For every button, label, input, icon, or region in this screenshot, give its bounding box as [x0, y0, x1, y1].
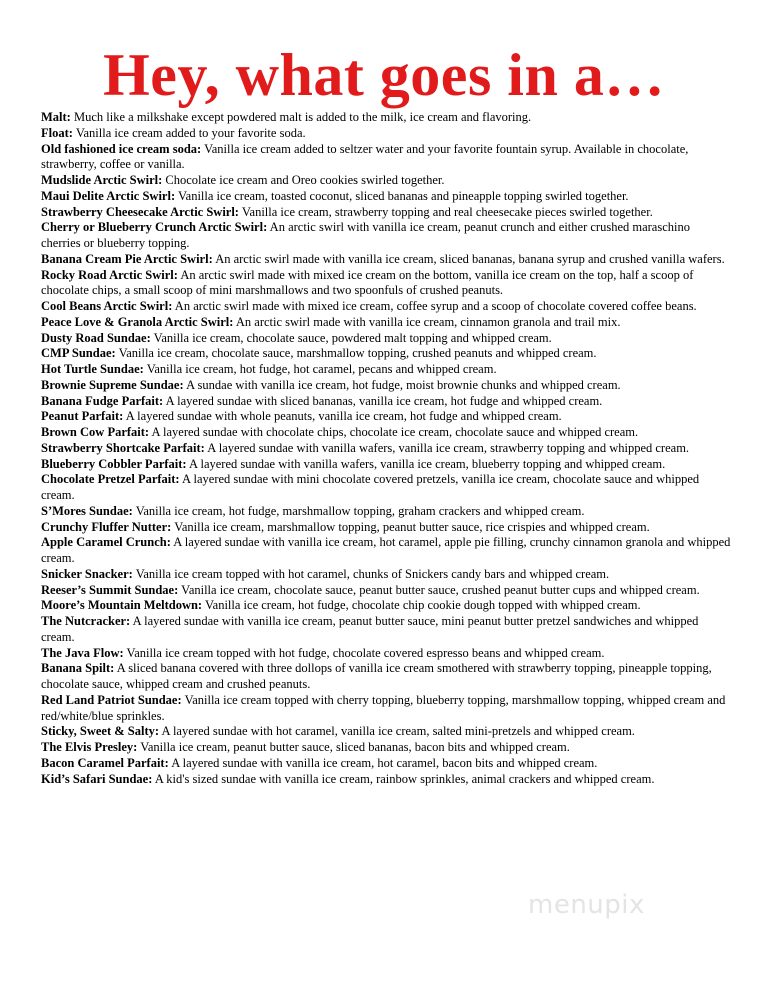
menu-item-description: Vanilla ice cream, marshmallow topping, peanut butter sauce, rice crispies and whipped cream. — [174, 519, 650, 534]
menu-item — [41, 409, 731, 425]
menu-item — [41, 740, 731, 756]
menu-item — [41, 504, 731, 520]
menu-item-name: Snicker Snacker: — [41, 566, 133, 581]
menu-item — [41, 189, 731, 205]
menu-item-description: A layered sundae with whole peanuts, vanilla ice cream, hot fudge and whipped cream. — [125, 409, 562, 424]
menu-item — [41, 646, 731, 662]
menu-item — [41, 220, 731, 252]
menu-item-name: Dusty Road Sundae: — [41, 330, 151, 345]
menu-item — [41, 315, 731, 331]
menu-item — [41, 299, 731, 315]
menu-item — [41, 142, 731, 174]
menu-item — [41, 693, 731, 725]
menu-item — [41, 126, 731, 142]
menu-item-description: An arctic swirl made with mixed ice cream on the bottom, vanilla ice cream on the top, half a scoop of chocolate chips, a small scoop of mini marshmallows and two spoonfuls of crushed peanuts. — [41, 267, 694, 298]
menu-item-description: An arctic swirl made with mixed ice cream, coffee syrup and a scoop of chocolate covered coffee beans. — [174, 299, 697, 313]
menu-item-description: A layered sundae with hot caramel, vanilla ice cream, salted mini-pretzels and whipped cream. — [161, 724, 635, 739]
menu-item — [41, 457, 731, 473]
menu-item-name: Cherry or Blueberry Crunch Arctic Swirl: — [41, 220, 268, 235]
menu-item-description: Vanilla ice cream topped with hot caramel, chunks of Snickers candy bars and whipped cream. — [135, 566, 610, 581]
menu-item — [41, 520, 731, 536]
menu-item-description: Much like a milkshake except powdered malt is added to the milk, ice cream and flavoring. — [73, 110, 532, 124]
menu-item-description: A layered sundae with vanilla wafers, vanilla ice cream, strawberry topping and whipped cream. — [207, 440, 690, 455]
menu-item-name: Strawberry Shortcake Parfait: — [41, 440, 205, 455]
menu-item — [41, 724, 731, 740]
menu-item — [41, 756, 731, 772]
menu-item — [41, 205, 731, 221]
menu-item-description: Vanilla ice cream, hot fudge, marshmallow topping, graham crackers and whipped cream. — [135, 503, 585, 518]
menu-item-name: Crunchy Fluffer Nutter: — [41, 519, 172, 534]
menu-item-description: Vanilla ice cream topped with hot fudge, chocolate covered espresso beans and whipped cream. — [126, 645, 605, 660]
menu-item-description: An arctic swirl made with vanilla ice cream, sliced bananas, banana syrup and crushed vanilla wafers. — [215, 251, 725, 266]
menu-item-name: Hot Turtle Sundae: — [41, 362, 144, 376]
menu-item-name: Rocky Road Arctic Swirl: — [41, 267, 178, 282]
menu-item-description: A layered sundae with vanilla ice cream, hot caramel, apple pie filling, crunchy cinnamon granola and whipped cream. — [41, 535, 731, 565]
menu-item-description: Vanilla ice cream, strawberry topping and real cheesecake pieces swirled together. — [241, 204, 653, 219]
menu-item-name: Peanut Parfait: — [41, 409, 124, 424]
menu-item-name: Peace Love & Granola Arctic Swirl: — [41, 314, 234, 329]
menu-item-name: Float: — [41, 125, 73, 140]
menu-item-name: Kid’s Safari Sundae: — [41, 771, 153, 786]
menu-item-description: A sundae with vanilla ice cream, hot fudge, moist brownie chunks and whipped cream. — [186, 377, 621, 392]
watermark-logo: menupix — [528, 890, 645, 920]
menu-item-description: Vanilla ice cream, hot fudge, chocolate chip cookie dough topped with whipped cream. — [205, 598, 641, 613]
menu-item — [41, 346, 731, 362]
menu-item-name: Banana Fudge Parfait: — [41, 393, 164, 408]
menu-item-description: A layered sundae with sliced bananas, vanilla ice cream, hot fudge and whipped cream. — [165, 393, 603, 408]
menu-item-name: Banana Cream Pie Arctic Swirl: — [41, 251, 213, 266]
menu-item-name: Strawberry Cheesecake Arctic Swirl: — [41, 204, 239, 219]
menu-item-description: Vanilla ice cream, hot fudge, hot caramel, pecans and whipped cream. — [146, 362, 497, 376]
menu-item-description: Vanilla ice cream, peanut butter sauce, sliced bananas, bacon bits and whipped cream. — [140, 740, 570, 754]
menu-item-description: Vanilla ice cream, chocolate sauce, peanut butter sauce, crushed peanut butter cups and whipped cream. — [181, 582, 700, 597]
menu-item-name: Malt: — [41, 110, 71, 124]
menu-item-name: Apple Caramel Crunch: — [41, 535, 171, 550]
menu-item-name: Brown Cow Parfait: — [41, 425, 150, 439]
menu-item-name: Banana Spilt: — [41, 661, 115, 676]
menu-item-description: A layered sundae with chocolate chips, chocolate ice cream, chocolate sauce and whipped cream. — [151, 425, 639, 439]
menu-item-name: Bacon Caramel Parfait: — [41, 755, 169, 770]
menu-item — [41, 425, 731, 441]
menu-item — [41, 472, 731, 504]
menu-item — [41, 567, 731, 583]
menu-item — [41, 362, 731, 378]
menu-item — [41, 661, 731, 693]
menu-item-name: Brownie Supreme Sundae: — [41, 377, 184, 392]
menu-item — [41, 583, 731, 599]
menu-item-description: Vanilla ice cream topped with cherry topping, blueberry topping, marshmallow topping, whipped cream and red/white/blue sprinkles. — [41, 692, 726, 723]
menu-item-name: Chocolate Pretzel Parfait: — [41, 472, 180, 487]
menu-item — [41, 173, 731, 189]
menu-item-list — [41, 110, 731, 787]
menu-item-description: Vanilla ice cream, toasted coconut, sliced bananas and pineapple topping swirled together. — [178, 188, 629, 203]
menu-item-description: An arctic swirl made with vanilla ice cream, cinnamon granola and trail mix. — [235, 314, 621, 329]
menu-item-description: Vanilla ice cream added to seltzer water and your favorite fountain syrup. Available in chocolate, strawberry, coffee or vanilla. — [41, 141, 689, 172]
menu-item-description: A layered sundae with mini chocolate covered pretzels, vanilla ice cream, chocolate sauce and whipped cream. — [41, 472, 700, 502]
menu-item-description: Chocolate ice cream and Oreo cookies swirled together. — [165, 173, 445, 187]
page-title: Hey, what goes in a… — [103, 42, 665, 108]
menu-item-name: Cool Beans Arctic Swirl: — [41, 299, 173, 313]
menu-item-description: A layered sundae with vanilla ice cream, hot caramel, bacon bits and whipped cream. — [171, 755, 598, 770]
menu-item-name: Moore’s Mountain Meltdown: — [41, 598, 203, 613]
menu-item-name: The Java Flow: — [41, 645, 124, 660]
menu-item-name: The Elvis Presley: — [41, 740, 138, 754]
menu-item — [41, 772, 731, 788]
menu-item — [41, 252, 731, 268]
menu-item — [41, 441, 731, 457]
menu-item-description: Vanilla ice cream, chocolate sauce, powdered malt topping and whipped cream. — [153, 330, 552, 345]
menu-item-name: Old fashioned ice cream soda: — [41, 141, 202, 156]
menu-item-description: Vanilla ice cream added to your favorite soda. — [75, 125, 306, 140]
menu-item-name: Red Land Patriot Sundae: — [41, 692, 182, 707]
menu-item — [41, 535, 731, 567]
menu-item — [41, 614, 731, 646]
menu-item-description: An arctic swirl with vanilla ice cream, peanut crunch and either crushed maraschino cherries or blueberry topping. — [41, 220, 690, 250]
menu-item-description: A sliced banana covered with three dollops of vanilla ice cream smothered with strawberry topping, pineapple topping, chocolate sauce, whipped cream and crushed peanuts. — [41, 661, 712, 691]
menu-item-description: Vanilla ice cream, chocolate sauce, marshmallow topping, crushed peanuts and whipped cream. — [118, 346, 597, 361]
menu-item — [41, 598, 731, 614]
menu-item-name: S’Mores Sundae: — [41, 503, 133, 518]
menu-item — [41, 331, 731, 347]
menu-item-name: Mudslide Arctic Swirl: — [41, 173, 163, 187]
menu-item-description: A kid's sized sundae with vanilla ice cream, rainbow sprinkles, animal crackers and whipped cream. — [154, 771, 655, 786]
menu-item-name: CMP Sundae: — [41, 346, 116, 361]
menu-item-name: Maui Delite Arctic Swirl: — [41, 188, 176, 203]
menu-item — [41, 378, 731, 394]
menu-item-name: Reeser’s Summit Sundae: — [41, 582, 179, 597]
menu-item-name: Sticky, Sweet & Salty: — [41, 724, 160, 739]
menu-item — [41, 394, 731, 410]
menu-item-name: The Nutcracker: — [41, 614, 131, 628]
menu-item — [41, 268, 731, 300]
menu-item-name: Blueberry Cobbler Parfait: — [41, 456, 187, 471]
menu-item-description: A layered sundae with vanilla ice cream, peanut butter sauce, mini peanut butter pretzel sandwiches and whipped cream. — [41, 614, 699, 644]
menu-item — [41, 110, 731, 126]
menu-item-description: A layered sundae with vanilla wafers, vanilla ice cream, blueberry topping and whipped cream. — [189, 456, 666, 471]
